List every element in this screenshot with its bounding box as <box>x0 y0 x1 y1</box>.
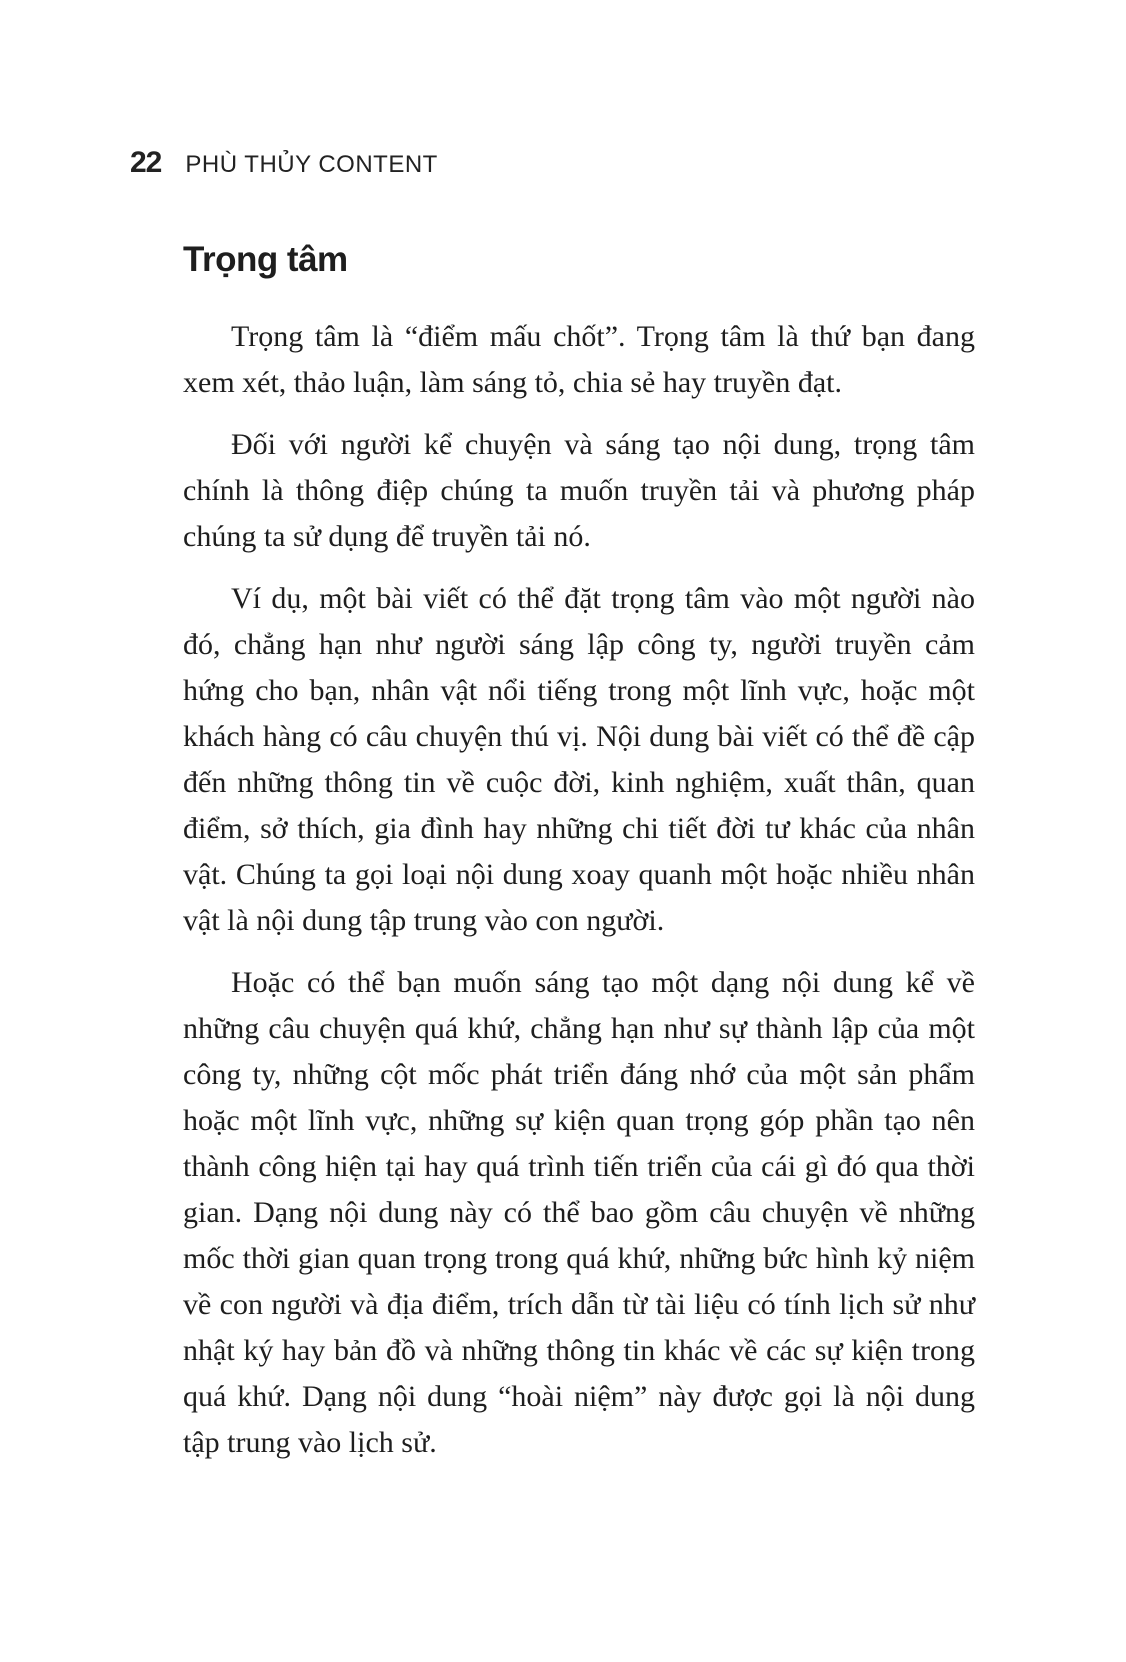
paragraph: Đối với người kể chuyện và sáng tạo nội dung, trọng tâm chính là thông điệp chúng ta muốn truyền tải và phương pháp chúng ta sử dụng để truyền tải nó. <box>183 428 975 553</box>
paragraph: Hoặc có thể bạn muốn sáng tạo một dạng nội dung kể về những câu chuyện quá khứ, chẳng hạn như sự thành lập của một công ty, những cột mốc phát triển đáng nhớ của một sản phẩm hoặc một lĩnh vực, những sự kiện quan trọng góp phần tạo nên thành công hiện tại hay quá trình tiến triển của cái gì đó qua thời gian. Dạng nội dung này có thể bao gồm câu chuyện về những mốc thời gian quan trọng trong quá khứ, những bức hình kỷ niệm về con người và địa điểm, trích dẫn từ tài liệu có tính lịch sử như nhật ký hay bản đồ và những thông tin khác về các sự kiện trong quá khứ. Dạng nội dung “hoài niệm” này được gọi là nội dung tập trung vào lịch sử. <box>183 966 975 1459</box>
body-text <box>183 314 975 1482</box>
paragraph: Ví dụ, một bài viết có thể đặt trọng tâm vào một người nào đó, chẳng hạn như người sáng lập công ty, người truyền cảm hứng cho bạn, nhân vật nổi tiếng trong một lĩnh vực, hoặc một khách hàng có câu chuyện thú vị. Nội dung bài viết có thể đề cập đến những thông tin về cuộc đời, kinh nghiệm, xuất thân, quan điểm, sở thích, gia đình hay những chi tiết đời tư khác của nhân vật. Chúng ta gọi loại nội dung xoay quanh một hoặc nhiều nhân vật là nội dung tập trung vào con người. <box>183 582 975 937</box>
book-title: PHÙ THỦY CONTENT <box>185 151 438 178</box>
running-header <box>130 146 438 180</box>
page-number: 22 <box>130 146 162 179</box>
paragraph: Trọng tâm là “điểm mấu chốt”. Trọng tâm là thứ bạn đang xem xét, thảo luận, làm sáng tỏ, chia sẻ hay truyền đạt. <box>183 320 975 399</box>
section-heading: Trọng tâm <box>183 240 348 279</box>
